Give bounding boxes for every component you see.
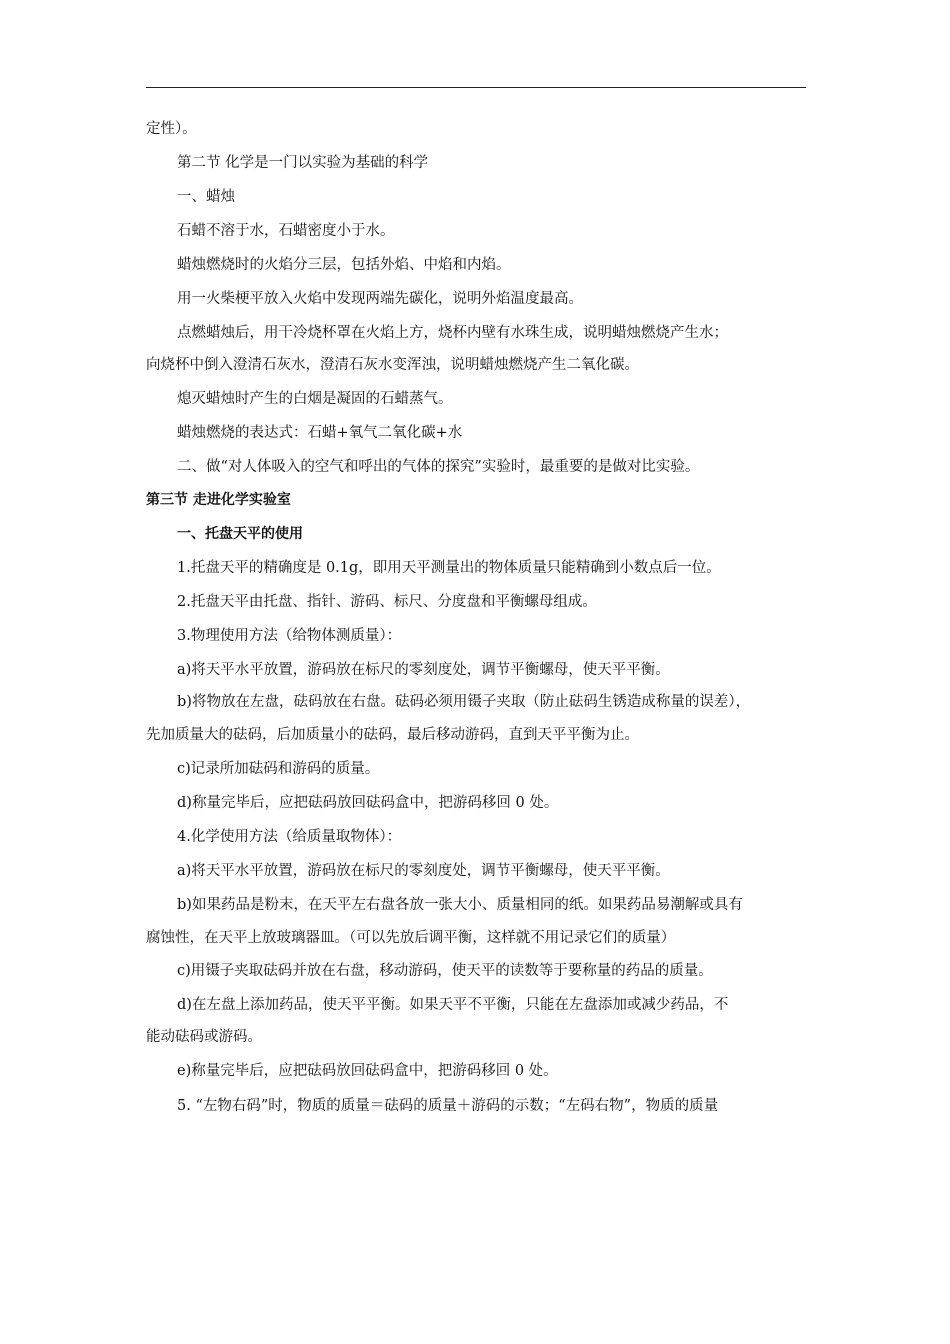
text-line: 熄灭蜡烛时产生的白烟是凝固的石蜡蒸气。 — [177, 391, 453, 407]
text-line: e)称量完毕后，应把砝码放回砝码盒中，把游码移回 0 处。 — [177, 1063, 558, 1079]
text-line: 定性）。 — [146, 121, 197, 137]
text-line: 腐蚀性，在天平上放玻璃器皿。（可以先放后调平衡，这样就不用记录它们的质量） — [146, 930, 676, 946]
text-line: d)称量完毕后，应把砝码放回砝码盒中，把游码移回 0 处。 — [177, 795, 559, 811]
section-heading: 第二节 化学是一门以实验为基础的科学 — [177, 155, 429, 171]
text-line: 1.托盘天平的精确度是 0.1g，即用天平测量出的物体质量只能精确到小数点后一位。 — [177, 560, 721, 576]
text-line: 向烧杯中倒入澄清石灰水，澄清石灰水变浑浊，说明蜡烛燃烧产生二氧化碳。 — [146, 357, 639, 373]
header-rule — [146, 87, 806, 88]
text-line: 2.托盘天平由托盘、指针、游码、标尺、分度盘和平衡螺母组成。 — [177, 594, 597, 610]
text-line: 石蜡不溶于水，石蜡密度小于水。 — [177, 223, 395, 239]
text-line: 3.物理使用方法（给物体测质量）： — [177, 628, 402, 644]
text-line: 蜡烛燃烧时的火焰分三层，包括外焰、中焰和内焰。 — [177, 257, 511, 273]
text-line: c)用镊子夹取砝码并放在右盘，移动游码，使天平的读数等于要称量的药品的质量。 — [177, 963, 713, 979]
text-line: 用一火柴梗平放入火焰中发现两端先碳化，说明外焰温度最高。 — [177, 291, 583, 307]
subheading: 一、托盘天平的使用 — [177, 526, 303, 542]
text-line: 点燃蜡烛后，用干冷烧杯罩在火焰上方，烧杯内壁有水珠生成，说明蜡烛燃烧产生水； — [177, 325, 728, 341]
text-line: 5. “左物右码”时，物质的质量＝砝码的质量＋游码的示数；“左码右物”，物质的质量 — [177, 1098, 719, 1114]
text-line: a)将天平水平放置，游码放在标尺的零刻度处，调节平衡螺母，使天平平衡。 — [177, 662, 670, 678]
text-line: 二、做“对人体吸入的空气和呼出的气体的探究”实验时，最重要的是做对比实验。 — [177, 459, 700, 475]
text-line: a)将天平水平放置，游码放在标尺的零刻度处，调节平衡螺母，使天平平衡。 — [177, 863, 670, 879]
section-heading: 第三节 走进化学实验室 — [146, 492, 291, 508]
text-line: c)记录所加砝码和游码的质量。 — [177, 761, 380, 777]
text-line: b)如果药品是粉末，在天平左右盘各放一张大小、质量相同的纸。如果药品易潮解或具有 — [177, 897, 743, 913]
text-line: b)将物放在左盘，砝码放在右盘。砝码必须用镊子夹取（防止砝码生锈造成称量的误差）， — [177, 694, 751, 710]
text-line: 蜡烛燃烧的表达式：石蜡+氧气二氧化碳+水 — [177, 425, 463, 441]
text-line: d)在左盘上添加药品，使天平平衡。如果天平不平衡，只能在左盘添加或减少药品，不 — [177, 997, 729, 1013]
text-line: 4.化学使用方法（给质量取物体）： — [177, 829, 402, 845]
text-line: 先加质量大的砝码，后加质量小的砝码，最后移动游码，直到天平平衡为止。 — [146, 727, 639, 743]
text-line: 能动砝码或游码。 — [146, 1029, 262, 1045]
subheading: 一、蜡烛 — [177, 189, 235, 205]
